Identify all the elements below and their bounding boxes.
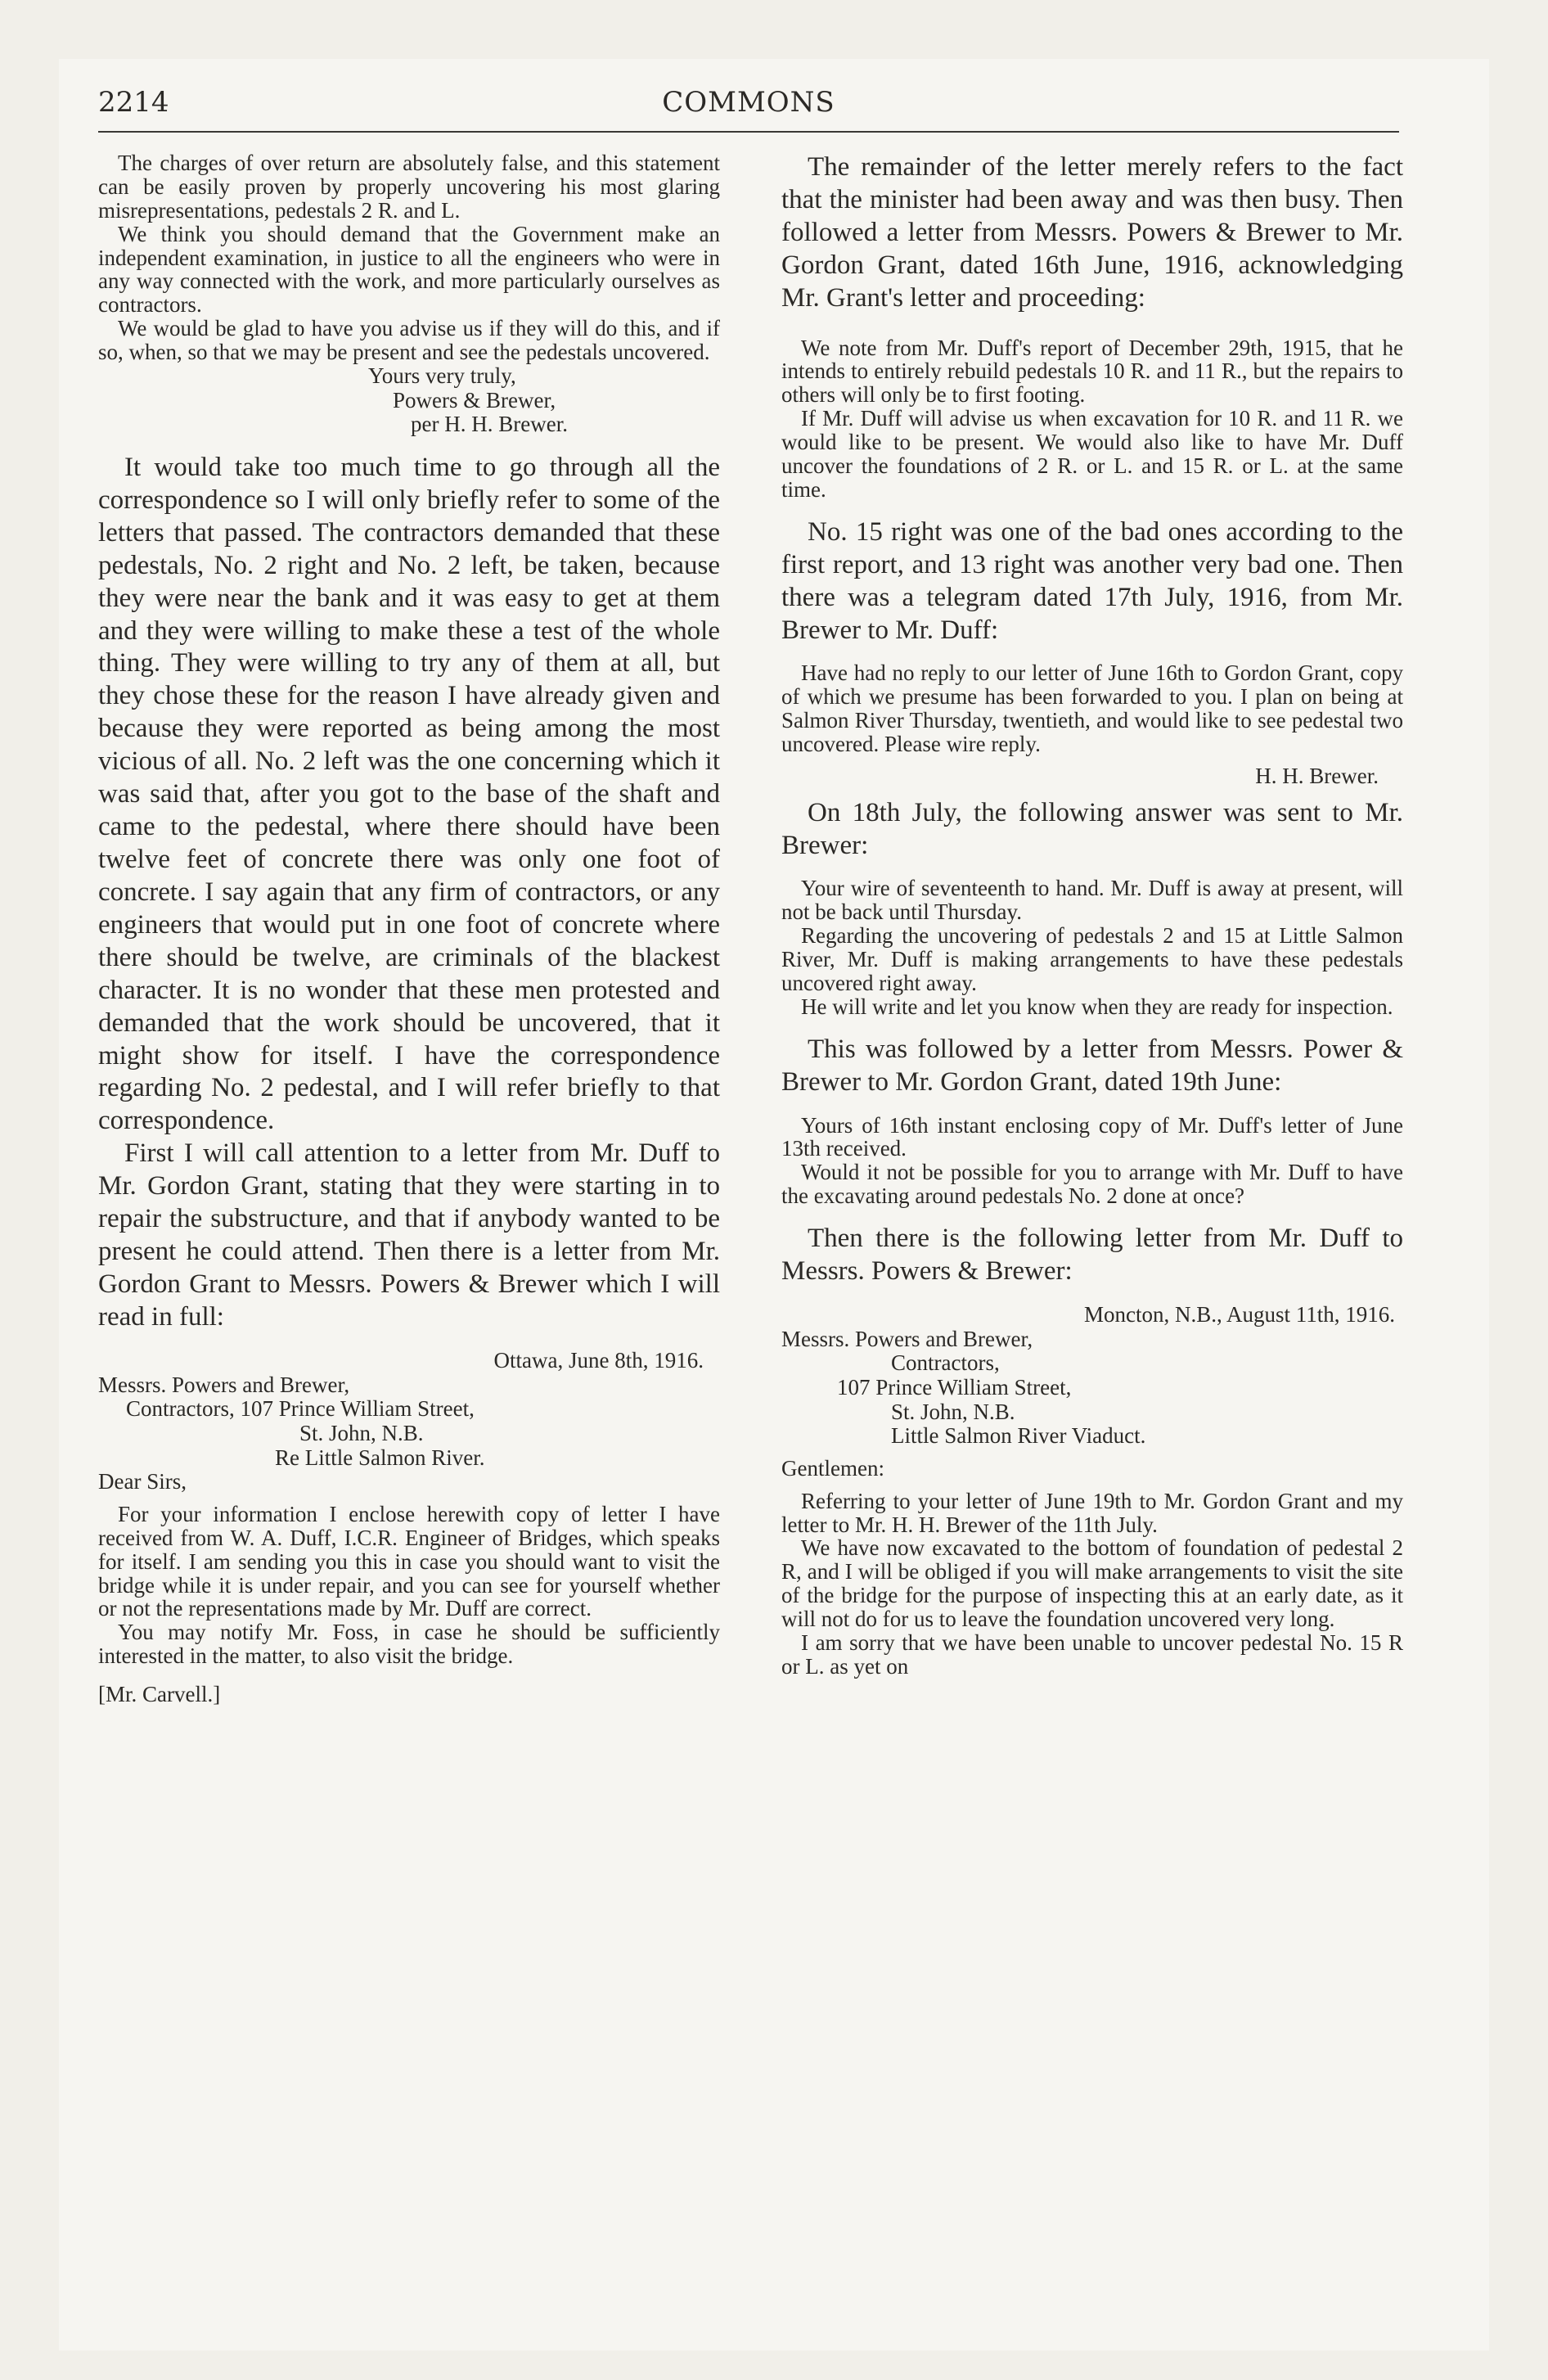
- letter-salutation: Dear Sirs,: [98, 1469, 187, 1494]
- letter-address: Contractors, 107 Prince William Street,: [126, 1396, 475, 1422]
- letter-dateline: Ottawa, June 8th, 1916.: [493, 1347, 704, 1373]
- page-header: [98, 86, 1399, 135]
- running-head: COMMONS: [662, 86, 835, 119]
- letter-paragraph: Referring to your letter of June 19th to Mr. Gordon Grant and my letter to Mr. H. H. Brewer of the 11th July.: [781, 1488, 1403, 1537]
- letter-paragraph: Your wire of seventeenth to hand. Mr. Duff is away at present, will not be back until Thursday.: [781, 876, 1403, 925]
- letter-address: St. John, N.B.: [299, 1420, 424, 1445]
- body-paragraph: On 18th July, the following answer was sent to Mr. Brewer:: [781, 797, 1403, 860]
- letter-paragraph: If Mr. Duff will advise us when excavation for 10 R. and 11 R. we would like to be present. We would also like to have Mr. Duff uncover the foundations of 2 R. or L. and 15 R. or L. at the same time.: [781, 406, 1403, 502]
- telegram-text: Have had no reply to our letter of June 16th to Gordon Grant, copy of which we presume has been forwarded to you. I plan on being at Salmon River Thursday, twentieth, and would like to see pedestal two uncovered. Please wire reply.: [781, 660, 1403, 757]
- letter-paragraph: Would it not be possible for you to arrange with Mr. Duff to have the excavating around pedestals No. 2 done at once?: [781, 1160, 1403, 1209]
- letter-paragraph: For your information I enclose herewith copy of letter I have received from W. A. Duff, I.C.R. Engineer of Bridges, which speaks for itself. I am sending you this in case you should want to visit the bridge while it is under repair, and you can see for yourself whether or not the representations made by Mr. Duff are correct.: [98, 1501, 720, 1621]
- body-paragraph: No. 15 right was one of the bad ones according to the first report, and 13 right was another very bad one. Then there was a telegram dated 17th July, 1916, from Mr. Brewer to Mr. Duff:: [781, 516, 1403, 645]
- letter-address: Messrs. Powers and Brewer,: [98, 1372, 350, 1397]
- body-paragraph: It would take too much time to go through all the correspondence so I will only briefly refer to some of the letters that passed. The contractors demanded that these pedestals, No. 2 right and No. 2 left, be taken, because they were near the bank and it was easy to get at them and they were willing to make these a test of the whole thing. They were willing to try any of them at all, but they chose these for the reason I have already given and because they were reported as being among the most vicious of all. No. 2 left was the one concerning which it was said that, after you got to the base of the shaft and came to the pedestal, where there should have been twelve feet of concrete there was only one foot of concrete. I say again that any firm of contractors, or any engineers that would put in one foot of concrete where there should be twelve, are criminals of the blackest character. It is no wonder that these men protested and demanded that the work should be uncovered, that it might show for itself. I have the correspondence regarding No. 2 pedestal, and I will refer briefly to that correspondence.: [98, 452, 720, 1136]
- page-number: 2214: [98, 86, 169, 119]
- closing-firm: Powers & Brewer,: [393, 387, 556, 412]
- header-rule: [98, 131, 1399, 133]
- letter-re: Re Little Salmon River.: [275, 1445, 485, 1470]
- letter-dateline: Moncton, N.B., August 11th, 1916.: [1083, 1301, 1395, 1327]
- letter-paragraph: We would be glad to have you advise us if they will do this, and if so, when, so that we may be present and see the pedestals uncovered.: [98, 316, 720, 364]
- letter-paragraph: We think you should demand that the Government make an independent examination, in justice to all the engineers who were in any way connected with the work, and more particularly ourselves as contractors.: [98, 221, 720, 318]
- right-column: [781, 151, 1403, 1679]
- letter-paragraph: I am sorry that we have been unable to uncover pedestal No. 15 R or L. as yet on: [781, 1629, 1403, 1679]
- letter-paragraph: The charges of over return are absolutely false, and this statement can be easily proven by properly uncovering his most glaring misrepresentations, pedestals 2 R. and L.: [98, 151, 720, 223]
- letter-address: Messrs. Powers and Brewer,: [781, 1326, 1033, 1351]
- letter-address: St. John, N.B.: [891, 1399, 1015, 1424]
- letter-address: 107 Prince William Street,: [837, 1374, 1072, 1400]
- left-column: [98, 151, 720, 1707]
- closing-signature: per H. H. Brewer.: [411, 412, 568, 437]
- letter-paragraph: Regarding the uncovering of pedestals 2 and 15 at Little Salmon River, Mr. Duff is making arrangements to have these pedestals uncovered right away.: [781, 923, 1403, 995]
- body-paragraph: Then there is the following letter from Mr. Duff to Messrs. Powers & Brewer:: [781, 1224, 1403, 1286]
- speaker-tag: [Mr. Carvell.]: [98, 1682, 221, 1707]
- letter-paragraph: We have now excavated to the bottom of foundation of pedestal 2 R, and I will be obliged if you will make arrangements to visit the site of the bridge for the purpose of inspecting this at an early date, as it will not do for us to leave the foundation uncovered very long.: [781, 1535, 1403, 1632]
- body-paragraph: First I will call attention to a letter from Mr. Duff to Mr. Gordon Grant, stating that they were starting in to repair the substructure, and that if anybody wanted to be present he could attend. Then there is a letter from Mr. Gordon Grant to Messrs. Powers & Brewer which I will read in full:: [98, 1138, 720, 1332]
- letter-paragraph: Yours of 16th instant enclosing copy of Mr. Duff's letter of June 13th received.: [781, 1112, 1403, 1161]
- letter-paragraph: He will write and let you know when they are ready for inspection.: [801, 994, 1393, 1019]
- body-paragraph: This was followed by a letter from Messrs. Power & Brewer to Mr. Gordon Grant, dated 19th June:: [781, 1034, 1403, 1097]
- letter-re: Little Salmon River Viaduct.: [891, 1423, 1146, 1449]
- closing-yours: Yours very truly,: [368, 363, 516, 388]
- body-paragraph: The remainder of the letter merely refers to the fact that the minister had been away and was then busy. Then followed a letter from Messrs. Powers & Brewer to Mr. Gordon Grant, dated 16th June, 1916, acknowledging Mr. Grant's letter and proceeding:: [781, 152, 1403, 313]
- letter-paragraph: You may notify Mr. Foss, in case he should be sufficiently interested in the matter, to also visit the bridge.: [98, 1620, 720, 1669]
- letter-paragraph: We note from Mr. Duff's report of December 29th, 1915, that he intends to entirely rebuild pedestals 10 R. and 11 R., but the repairs to others will only be to first footing.: [781, 335, 1403, 408]
- letter-address: Contractors,: [891, 1350, 1000, 1376]
- telegram-signature: H. H. Brewer.: [1255, 763, 1379, 788]
- letter-salutation: Gentlemen:: [781, 1456, 884, 1481]
